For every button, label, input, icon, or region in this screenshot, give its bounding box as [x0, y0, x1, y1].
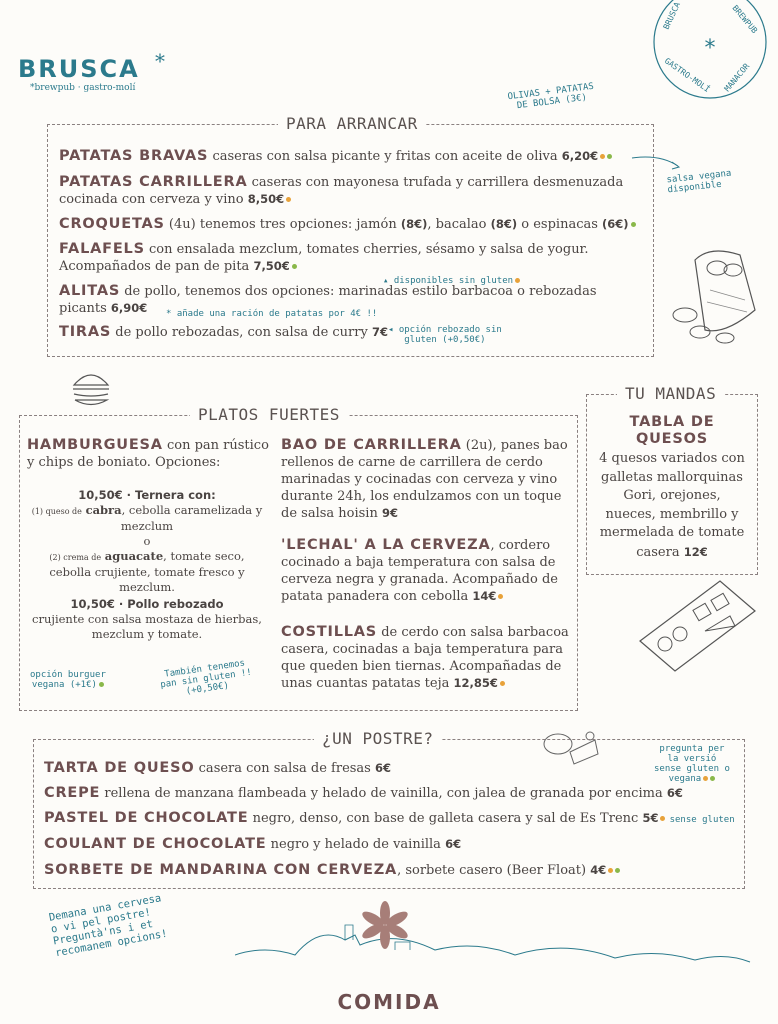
option-text: mezclum [120, 519, 174, 533]
item-desc: patata panadera con cebolla [281, 589, 469, 604]
sense-gluten-note: sense gluten [669, 815, 735, 825]
item-desc: Gori, orejones, [623, 488, 721, 503]
arrancar-title: PARA ARRANCAR [278, 114, 426, 133]
asterisk-logo-icon [360, 900, 410, 950]
racion-note: * añade una ración de patatas por 4€ !! [166, 309, 378, 319]
item-desc: Acompañados de pan de pita [59, 259, 250, 274]
item-desc: cocinado a baja temperatura con salsa de [281, 555, 556, 570]
item-name: TABLA DE QUESOS [629, 414, 715, 447]
option-text: mezclum. [119, 580, 175, 594]
gluten-free-dot-icon [703, 776, 708, 781]
pregunta-note-text: pregunta per la versió sense gluten o vegana [654, 744, 730, 784]
item-desc: , cordero [490, 538, 551, 553]
salsa-vegana-note: salsa vegana disponible [666, 168, 732, 196]
demana-note: Demana una cervesa o vi pel postre! Preguntà'ns i et recomanem opcions! [48, 892, 169, 960]
item-price: 6,20€ [561, 149, 599, 163]
item-desc: de cerdo con salsa barbacoa [381, 625, 569, 640]
item-desc: casera con salsa de fresas [198, 761, 371, 776]
item-price: 7€ [371, 325, 388, 339]
item-price: 6,90€ [110, 301, 148, 315]
item-name: TARTA DE QUESO [44, 760, 195, 776]
option-text: crujiente con salsa mostaza de hierbas, [32, 612, 262, 626]
item-name: COULANT DE CHOCOLATE [44, 836, 267, 852]
burger-vegana-note [30, 670, 106, 690]
item-desc: rellenos de carne de carrillera de cerdo [281, 455, 543, 470]
item-name: PATATAS CARRILLERA [59, 174, 248, 190]
item-desc: cocinada con cerveza y vino [59, 192, 244, 207]
item-name: CREPE [44, 785, 101, 801]
item-name: PASTEL DE CHOCOLATE [44, 810, 249, 826]
item-price: (8€) [400, 217, 428, 231]
postre-title: ¿UN POSTRE? [314, 729, 441, 748]
item-desc: con ensalada mezclum, tomates cherries, sésamo y salsa de yogur. [148, 242, 589, 257]
gluten-free-dot-icon [600, 154, 605, 159]
item-desc: que queden bien tiernas. Acompañadas de [281, 659, 562, 674]
menu-item-hamburguesa [27, 437, 277, 471]
item-price: (6€) [602, 217, 629, 231]
item-desc: de pollo rebozadas, con salsa de curry [115, 325, 368, 340]
gluten-free-dot-icon [660, 816, 665, 821]
item-price: 14€ [472, 589, 497, 603]
item-desc: o espinacas [521, 217, 598, 232]
option-text: , cebolla caramelizada y [121, 503, 263, 517]
menu-item-tabla-quesos [590, 414, 754, 562]
menu-item-sorbete [44, 862, 684, 879]
option-heading: 10,50€ · Pollo rebozado [70, 597, 224, 611]
item-desc: de pollo, tenemos dos opciones: marinadas estilo barbacoa o rebozadas [124, 284, 597, 299]
item-name: CROQUETAS [59, 216, 165, 232]
menu-item-costillas [281, 624, 576, 692]
option-heading: 10,50€ · Ternera con: [78, 488, 216, 502]
item-desc: negro y helado de vainilla [270, 837, 441, 852]
item-name: COSTILLAS [281, 624, 378, 640]
item-price: 6€ [375, 761, 392, 775]
menu-item-pastel-chocolate [44, 810, 744, 827]
olivas-note: OLIVAS + PATATAS DE BOLSA (3€) [507, 81, 595, 112]
item-price: 8,50€ [247, 192, 285, 206]
brand-logo [18, 49, 165, 93]
gluten-free-dot-icon [608, 868, 613, 873]
item-desc: casera [636, 544, 680, 560]
menu-item-croquetas [59, 216, 649, 233]
item-name: FALAFELS [59, 241, 145, 257]
item-desc: nueces, membrillo y [605, 506, 739, 522]
option-bold: cabra [85, 503, 122, 517]
item-price: 7,50€ [253, 259, 290, 273]
item-name: BAO DE CARRILLERA [281, 437, 462, 453]
burger-vegana-note-text: opción burguer vegana (+1€) [30, 670, 106, 690]
svg-text:BREWPUB: BREWPUB [730, 3, 760, 36]
svg-text:BRUSCA: BRUSCA [661, 0, 683, 31]
item-price: 6€ [445, 837, 462, 851]
item-name: ALITAS [59, 283, 121, 299]
option-text: , tomate seco, [163, 549, 245, 563]
pregunta-note [654, 744, 730, 784]
vegan-dot-icon [615, 868, 620, 873]
option-separator: o [143, 534, 151, 548]
item-desc: galletas mallorquinas [601, 469, 743, 485]
menu-item-lechal [281, 537, 576, 605]
brand-tagline: *brewpub · gastro-molí [30, 83, 136, 93]
item-name: TIRAS [59, 324, 112, 340]
burger-illustration-icon [70, 367, 112, 409]
brand-name: BRUSCA [18, 55, 140, 83]
item-name: HAMBURGUESA [27, 437, 163, 453]
item-desc: casera, cocinadas a baja temperatura para [281, 642, 563, 657]
potato-sack-illustration-icon [665, 240, 765, 345]
menu-item-coulant [44, 836, 684, 853]
svg-text:GASTRO-MOLÍ: GASTRO-MOLÍ [662, 56, 712, 95]
burger-options [27, 488, 267, 642]
item-desc: picants [59, 301, 107, 316]
sin-gluten-note-text: disponibles sin gluten [393, 276, 514, 286]
item-desc: caseras con mayonesa trufada y carrillera desmenuzada [251, 175, 624, 190]
item-desc: rellena de manzana flambeada y helado de vainilla, con jalea de granada por encima [104, 786, 663, 801]
item-desc: (2u), panes bao [465, 438, 568, 453]
pan-sin-gluten-note: También tenemos pan sin gluten !! (+0,50€) [159, 658, 253, 697]
cheese-board-illustration-icon [635, 576, 760, 676]
arrow-icon [630, 150, 690, 175]
option-bold: aguacate [104, 549, 164, 563]
option-text: cebolla crujiente, tomate fresco y [49, 565, 245, 579]
option-text: (2) crema de [49, 553, 102, 562]
item-desc: unas cuantas patatas teja [281, 676, 450, 691]
menu-item-patatas-carrillera [59, 174, 649, 208]
vegan-dot-icon [292, 264, 297, 269]
option-text: mezclum y tomate. [91, 627, 203, 641]
vegan-dot-icon [631, 222, 636, 227]
item-name: SORBETE DE MANDARINA CON CERVEZA [44, 862, 398, 878]
svg-text:*: * [704, 36, 716, 61]
item-price: 4€ [590, 863, 607, 877]
gluten-free-dot-icon [286, 197, 291, 202]
item-desc: , bacalao [427, 217, 487, 232]
item-desc: negro, denso, con base de galleta casera y sal de Es Trenc [252, 811, 639, 826]
item-desc: (4u) tenemos tres opciones: jamón [168, 217, 397, 232]
svg-text:MANACOR: MANACOR [722, 61, 752, 94]
item-desc: , sorbete casero (Beer Float) [397, 863, 587, 878]
vegan-dot-icon [607, 154, 612, 159]
menu-item-patatas-bravas [59, 148, 649, 165]
sin-gluten-note: ▴ disponibles sin gluten [383, 276, 520, 286]
gluten-free-dot-icon [515, 278, 520, 283]
item-price: 12€ [683, 544, 708, 559]
gluten-free-dot-icon [500, 681, 505, 686]
item-price: 9€ [381, 506, 398, 520]
item-name: 'LECHAL' A LA CERVEZA [281, 537, 491, 553]
item-desc: marinadas y cocinadas con cerveza y vino [281, 472, 558, 487]
item-desc: 4 quesos variados con [599, 451, 745, 466]
vegan-dot-icon [710, 776, 715, 781]
item-desc: cerveza negra y granada. Acompañado de [281, 572, 558, 587]
item-desc: mermelada de tomate [599, 525, 745, 540]
menu-item-bao [281, 437, 576, 522]
item-price: 5€ [642, 811, 659, 825]
item-desc: y chips de boniato. Opciones: [27, 455, 221, 470]
item-name: PATATAS BRAVAS [59, 148, 209, 164]
item-price: 12,85€ [453, 676, 498, 690]
item-price: (8€) [490, 217, 518, 231]
menu-item-falafels [59, 241, 649, 275]
item-desc: durante 24h, los endulzamos con un toque [281, 489, 562, 504]
rebozado-note: ◂ opción rebozado sin gluten (+0,50€) [388, 325, 502, 345]
mandas-title: TU MANDAS [617, 384, 724, 403]
footer-title: COMIDA [337, 990, 441, 1014]
item-desc: de salsa hoisin [281, 506, 378, 521]
landscape-line-art-icon [235, 900, 755, 980]
menu-item-crepe [44, 785, 734, 802]
vegan-dot-icon [99, 682, 104, 687]
menu-item-tarta-queso [44, 760, 684, 777]
brand-stamp [650, 0, 770, 105]
item-desc: caseras con salsa picante y fritas con aceite de oliva [212, 149, 558, 164]
item-desc: con pan rústico [166, 438, 269, 453]
asterisk-icon: * [155, 49, 165, 73]
stamp-circle-icon [650, 0, 770, 105]
option-text: (1) queso de [31, 507, 82, 516]
fuertes-title: PLATOS FUERTES [190, 405, 348, 424]
gluten-free-dot-icon [498, 594, 503, 599]
item-price: 6€ [666, 786, 683, 800]
